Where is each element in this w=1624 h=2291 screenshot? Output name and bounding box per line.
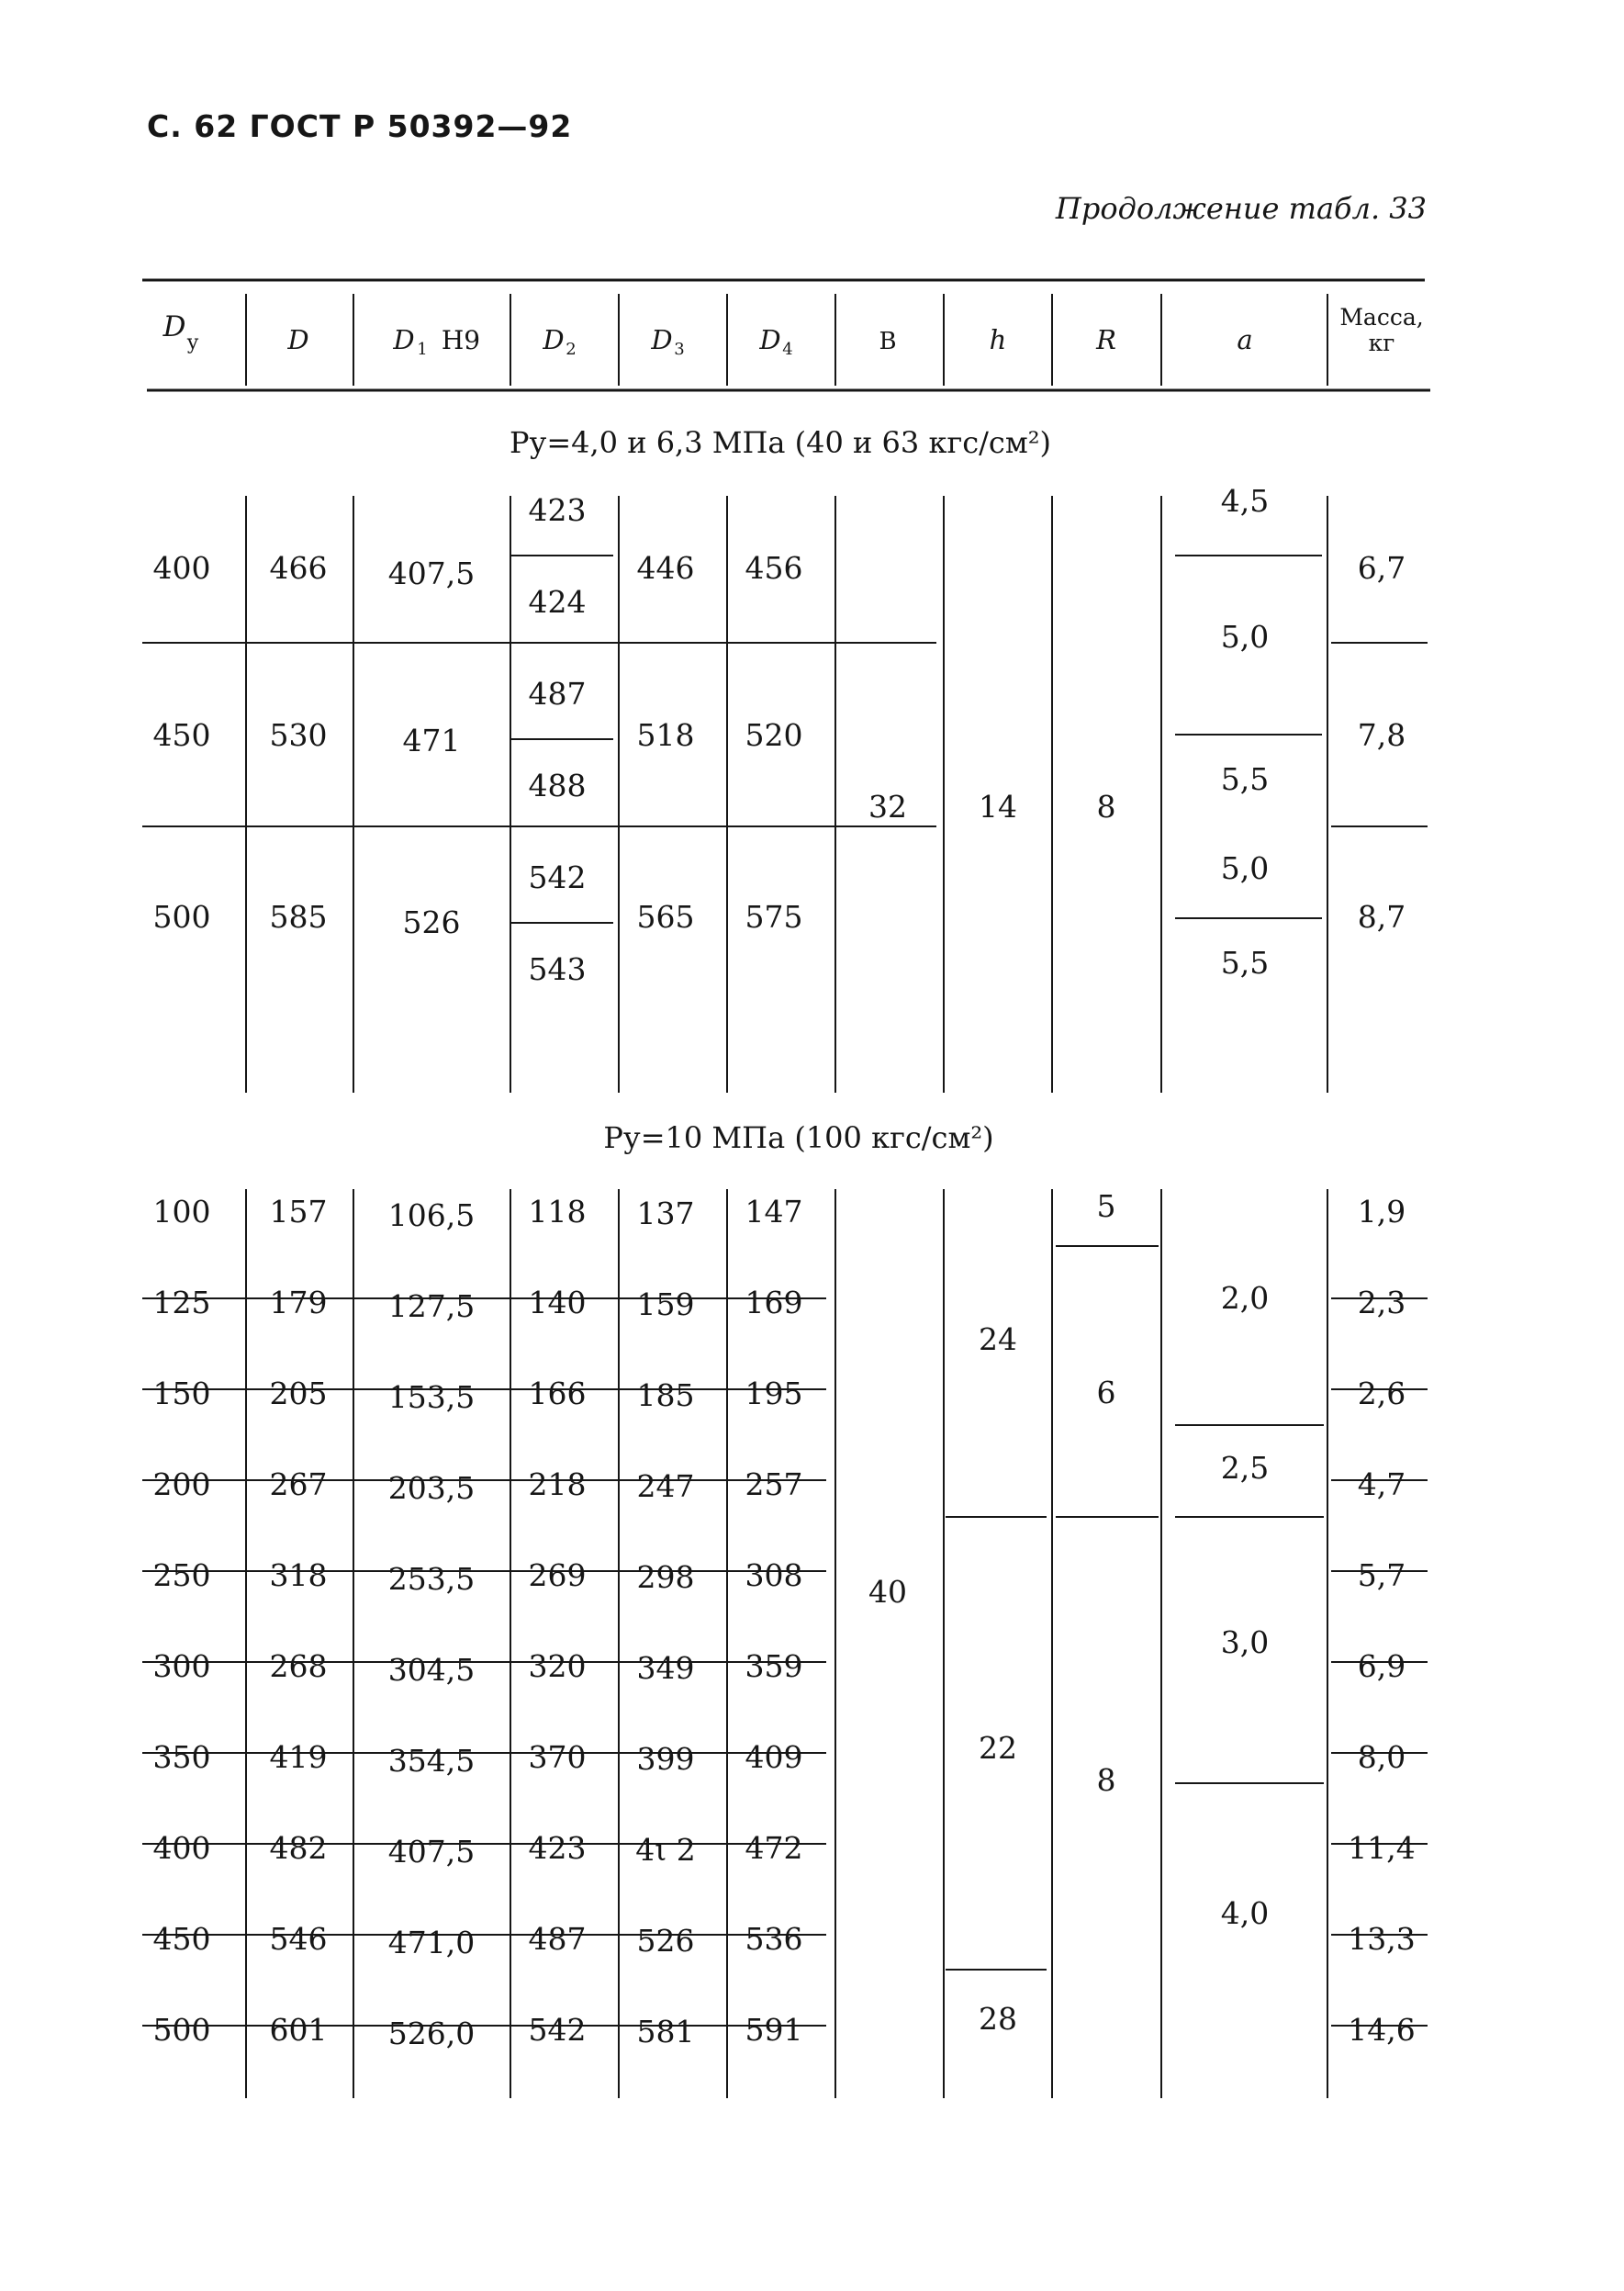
section2-a-value: 2,5 <box>1220 1450 1270 1486</box>
section2-a-value: 4,0 <box>1220 1895 1270 1931</box>
section1-mass-value: 7,8 <box>1357 717 1406 753</box>
section2-d2-value: 542 <box>528 2012 587 2048</box>
section2-r-value: 5 <box>1096 1188 1116 1224</box>
page-header: С. 62 ГОСТ Р 50392—92 <box>147 108 573 144</box>
section2-dy-value: 300 <box>152 1648 211 1684</box>
section2-a-value: 2,0 <box>1220 1280 1270 1316</box>
column-header-d1-fit: H9 <box>441 325 481 355</box>
table-continuation-label: Продолжение табл. 33 <box>1055 191 1427 226</box>
column-header-d4-sub: 4 <box>782 340 793 359</box>
section2-d4-value: 536 <box>745 1921 803 1957</box>
section2-d4-value: 169 <box>745 1285 803 1320</box>
section2-mass-value: 4,7 <box>1357 1466 1406 1502</box>
section2-b-value: 40 <box>868 1574 907 1610</box>
section2-d-value: 546 <box>269 1921 328 1957</box>
section2-d4-value: 257 <box>745 1466 803 1502</box>
section2-d2-value: 140 <box>528 1285 587 1320</box>
section1-d2-value: 423 <box>528 492 587 528</box>
section1-a-value: 5,0 <box>1220 850 1270 886</box>
section2-d4-value: 409 <box>745 1739 803 1775</box>
section1-title: Pу=4,0 и 6,3 МПа (40 и 63 кгс/см²) <box>509 425 1052 460</box>
section1-dy-value: 400 <box>152 550 211 586</box>
section2-d1-value: 354,5 <box>387 1743 476 1779</box>
section2-d3-value: 4ι 2 <box>635 1832 696 1868</box>
section2-d4-value: 359 <box>745 1648 803 1684</box>
section2-d2-value: 370 <box>528 1739 587 1775</box>
section2-dy-value: 450 <box>152 1921 211 1957</box>
section2-d-value: 205 <box>269 1376 328 1411</box>
section2-d-value: 419 <box>269 1739 328 1775</box>
section2-h-value: 22 <box>979 1730 1017 1766</box>
section2-d-value: 482 <box>269 1830 328 1866</box>
section1-h-value: 14 <box>979 789 1017 825</box>
section1-d4-value: 456 <box>745 550 803 586</box>
section2-d1-value: 471,0 <box>387 1925 476 1960</box>
section2-mass-value: 11,4 <box>1348 1830 1416 1866</box>
section2-d-value: 267 <box>269 1466 328 1502</box>
section2-dy-value: 400 <box>152 1830 211 1866</box>
section1-r-value: 8 <box>1096 789 1116 825</box>
section2-d-value: 179 <box>269 1285 328 1320</box>
section2-mass-value: 14,6 <box>1348 2012 1416 2048</box>
section2-d2-value: 320 <box>528 1648 587 1684</box>
section2-mass-value: 1,9 <box>1357 1194 1406 1230</box>
section1-d-value: 585 <box>269 899 328 935</box>
column-header-d1: D <box>393 324 415 355</box>
section2-d-value: 318 <box>269 1557 328 1593</box>
section1-d1-value: 471 <box>402 723 461 758</box>
section2-d3-value: 581 <box>636 2014 695 2050</box>
section1-d3-value: 565 <box>636 899 695 935</box>
section2-h-value: 24 <box>979 1321 1017 1357</box>
section2-d2-value: 166 <box>528 1376 587 1411</box>
section1-d3-value: 518 <box>636 717 695 753</box>
section2-dy-value: 125 <box>152 1285 211 1320</box>
section1-a-value: 5,5 <box>1220 761 1270 797</box>
section2-d2-value: 269 <box>528 1557 587 1593</box>
section2-d3-value: 137 <box>636 1196 695 1231</box>
section2-r-value: 6 <box>1096 1375 1116 1410</box>
section1-b-value: 32 <box>868 789 907 825</box>
section2-mass-value: 2,3 <box>1357 1285 1406 1320</box>
section2-d4-value: 591 <box>745 2012 803 2048</box>
section2-title: Pу=10 МПа (100 кгс/см²) <box>603 1120 994 1155</box>
column-header-d4: D <box>759 324 781 355</box>
section2-d4-value: 147 <box>745 1194 803 1230</box>
section2-d-value: 157 <box>269 1194 328 1230</box>
section2-d1-value: 407,5 <box>387 1834 476 1870</box>
section2-d-value: 601 <box>269 2012 328 2048</box>
section2-dy-value: 100 <box>152 1194 211 1230</box>
section2-d1-value: 203,5 <box>387 1470 476 1506</box>
section1-a-value: 5,0 <box>1220 619 1270 655</box>
section2-mass-value: 6,9 <box>1357 1648 1406 1684</box>
section2-d1-value: 253,5 <box>387 1561 476 1597</box>
column-header-a: a <box>1237 324 1253 355</box>
column-header-b: B <box>879 328 897 355</box>
section2-mass-value: 13,3 <box>1348 1921 1416 1957</box>
section2-d1-value: 153,5 <box>387 1379 476 1415</box>
section2-d3-value: 247 <box>636 1468 695 1504</box>
section2-d2-value: 487 <box>528 1921 587 1957</box>
column-header-dy-sub: у <box>186 331 199 354</box>
column-header-d: D <box>287 324 309 355</box>
section2-d4-value: 472 <box>745 1830 803 1866</box>
section2-dy-value: 250 <box>152 1557 211 1593</box>
section2-d1-value: 526,0 <box>387 2016 476 2051</box>
column-header-d1-sub: 1 <box>417 340 428 359</box>
section1-d3-value: 446 <box>636 550 695 586</box>
column-header-d2-sub: 2 <box>566 340 577 359</box>
section2-dy-value: 500 <box>152 2012 211 2048</box>
section1-d2-value: 543 <box>528 951 587 987</box>
section2-d3-value: 159 <box>636 1286 695 1322</box>
column-header-r: R <box>1096 324 1116 355</box>
section2-d3-value: 185 <box>636 1377 695 1413</box>
section1-d4-value: 575 <box>745 899 803 935</box>
column-header-mass: Масса, <box>1339 304 1424 331</box>
section2-d3-value: 349 <box>636 1650 695 1686</box>
section2-d2-value: 218 <box>528 1466 587 1502</box>
section1-d2-value: 488 <box>528 768 587 803</box>
section2-d1-value: 304,5 <box>387 1652 476 1688</box>
section2-dy-value: 150 <box>152 1376 211 1411</box>
section2-d3-value: 526 <box>636 1923 695 1959</box>
section1-dy-value: 500 <box>152 899 211 935</box>
column-header-mass-unit: кг <box>1368 330 1395 356</box>
section1-d1-value: 407,5 <box>387 556 476 591</box>
column-header-h: h <box>989 324 1007 355</box>
section1-d2-value: 542 <box>528 859 587 895</box>
section2-a-value: 3,0 <box>1220 1624 1270 1660</box>
section1-mass-value: 8,7 <box>1357 899 1406 935</box>
section2-d4-value: 195 <box>745 1376 803 1411</box>
section2-d3-value: 298 <box>636 1559 695 1595</box>
column-header-d3: D <box>651 324 673 355</box>
section1-a-value: 5,5 <box>1220 945 1270 981</box>
section2-d1-value: 127,5 <box>387 1288 476 1324</box>
section2-d3-value: 399 <box>636 1741 695 1777</box>
section2-d1-value: 106,5 <box>387 1197 476 1233</box>
section2-mass-value: 8,0 <box>1357 1739 1406 1775</box>
section2-dy-value: 350 <box>152 1739 211 1775</box>
column-header-d2: D <box>543 324 565 355</box>
section2-h-value: 28 <box>979 2001 1017 2037</box>
section1-d-value: 530 <box>269 717 328 753</box>
section1-d4-value: 520 <box>745 717 803 753</box>
column-header-dy: D <box>162 310 186 343</box>
section2-d2-value: 118 <box>528 1194 587 1230</box>
section2-mass-value: 5,7 <box>1357 1557 1406 1593</box>
section1-d2-value: 424 <box>528 584 587 620</box>
section2-d4-value: 308 <box>745 1557 803 1593</box>
section2-r-value: 8 <box>1096 1762 1116 1798</box>
column-header-d3-sub: 3 <box>674 340 685 359</box>
section1-d2-value: 487 <box>528 676 587 712</box>
section2-d2-value: 423 <box>528 1830 587 1866</box>
section2-mass-value: 2,6 <box>1357 1376 1406 1411</box>
section1-mass-value: 6,7 <box>1357 550 1406 586</box>
section2-dy-value: 200 <box>152 1466 211 1502</box>
section2-d-value: 268 <box>269 1648 328 1684</box>
section1-d1-value: 526 <box>402 904 461 940</box>
section1-dy-value: 450 <box>152 717 211 753</box>
section1-a-value: 4,5 <box>1220 483 1270 519</box>
section1-d-value: 466 <box>269 550 328 586</box>
